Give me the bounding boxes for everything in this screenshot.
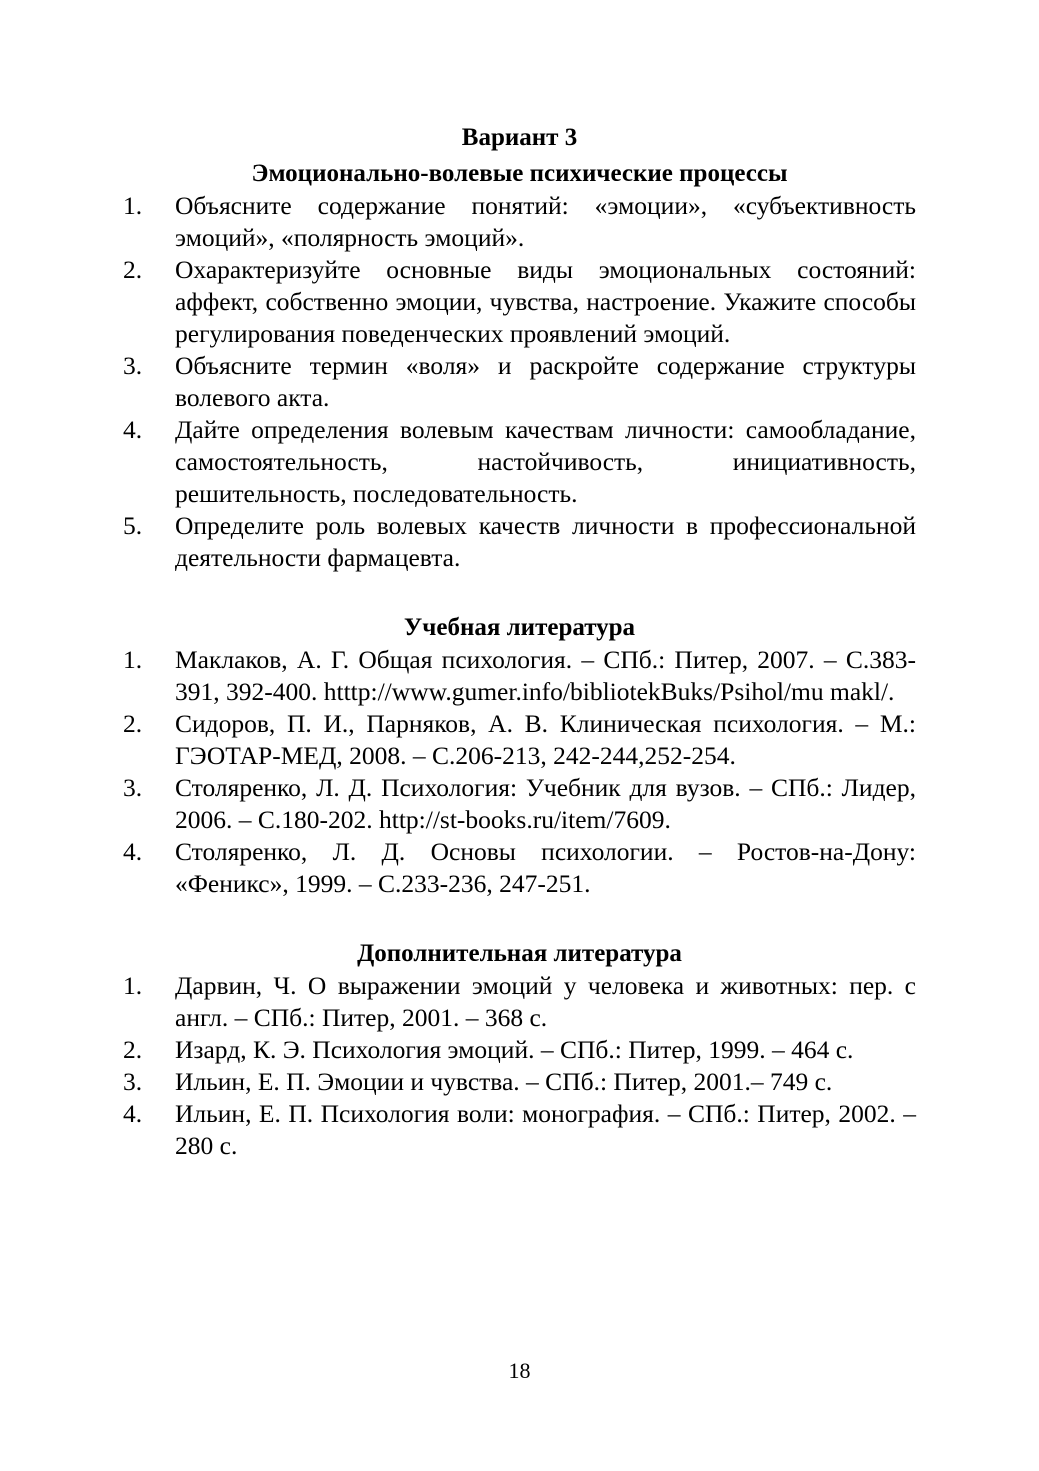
item-text: Охарактеризуйте основные виды эмоциональных состояний: аффект, собственно эмоции, чувства, настроение. Укажите способы регулирования поведенческих проявлений эмоций.	[175, 255, 916, 348]
list-item	[123, 1098, 916, 1162]
list-item	[123, 708, 916, 772]
item-number: 3.	[123, 773, 143, 802]
list-item	[123, 772, 916, 836]
item-text: Определите роль волевых качеств личности в профессиональной деятельности фармацевта.	[175, 511, 916, 572]
item-number: 3.	[123, 1067, 143, 1096]
item-number: 2.	[123, 709, 143, 738]
additional-literature-title: Дополнительная литература	[357, 940, 682, 967]
item-text: Столяренко, Л. Д. Психология: Учебник для вузов. – СПб.: Лидер, 2006. – С.180-202. http://st-books.ru/item/7609.	[175, 773, 916, 834]
document-page	[123, 121, 916, 1162]
item-text: Дайте определения волевым качествам личности: самообладание, самостоятельность, настойчивость, инициативность, решительность, последовательность.	[175, 415, 916, 508]
list-item	[123, 1034, 916, 1066]
item-text: Объясните термин «воля» и раскройте содержание структуры волевого акта.	[175, 351, 916, 412]
item-text: Ильин, Е. П. Психология воли: монография. – СПб.: Питер, 2002. – 280 с.	[175, 1099, 916, 1160]
list-item	[123, 350, 916, 414]
list-item	[123, 1066, 916, 1098]
topic-heading: Эмоционально-волевые психические процессы	[251, 160, 788, 187]
list-item	[123, 836, 916, 900]
item-text: Сидоров, П. И., Парняков, А. В. Клиническая психология. – М.: ГЭОТАР-МЕД, 2008. – С.206-213, 242-244,252-254.	[175, 709, 916, 770]
list-item	[123, 190, 916, 254]
item-number: 1.	[123, 191, 143, 220]
variant-heading: Вариант 3	[461, 124, 578, 151]
item-number: 1.	[123, 971, 143, 1000]
item-number: 5.	[123, 511, 143, 540]
item-number: 3.	[123, 351, 143, 380]
study-literature-title: Учебная литература	[403, 614, 636, 641]
item-number: 1.	[123, 645, 143, 674]
additional-literature-list	[123, 970, 916, 1162]
list-item	[123, 970, 916, 1034]
item-number: 4.	[123, 1099, 143, 1128]
item-text: Дарвин, Ч. О выражении эмоций у человека и животных: пер. с англ. – СПб.: Питер, 2001. – 368 с.	[175, 971, 916, 1032]
item-text: Объясните содержание понятий: «эмоции», «субъективность эмоций», «полярность эмоций».	[175, 191, 916, 252]
study-literature-list	[123, 644, 916, 900]
item-text: Маклаков, А. Г. Общая психология. – СПб.: Питер, 2007. – С.383-391, 392-400. htttp://www.gumer.info/bibliotekBuks/Psihol/mu makl/.	[175, 645, 916, 706]
list-item	[123, 414, 916, 510]
item-number: 4.	[123, 415, 143, 444]
list-item	[123, 510, 916, 574]
item-text: Столяренко, Л. Д. Основы психологии. – Ростов-на-Дону: «Феникс», 1999. – С.233-236, 247-251.	[175, 837, 916, 898]
page-number: 18	[508, 1358, 531, 1383]
item-number: 2.	[123, 255, 143, 284]
item-number: 2.	[123, 1035, 143, 1064]
item-text: Изард, К. Э. Психология эмоций. – СПб.: Питер, 1999. – 464 с.	[175, 1035, 854, 1064]
task-list	[123, 190, 916, 574]
item-number: 4.	[123, 837, 143, 866]
list-item	[123, 254, 916, 350]
list-item	[123, 644, 916, 708]
item-text: Ильин, Е. П. Эмоции и чувства. – СПб.: Питер, 2001.– 749 с.	[175, 1067, 833, 1096]
